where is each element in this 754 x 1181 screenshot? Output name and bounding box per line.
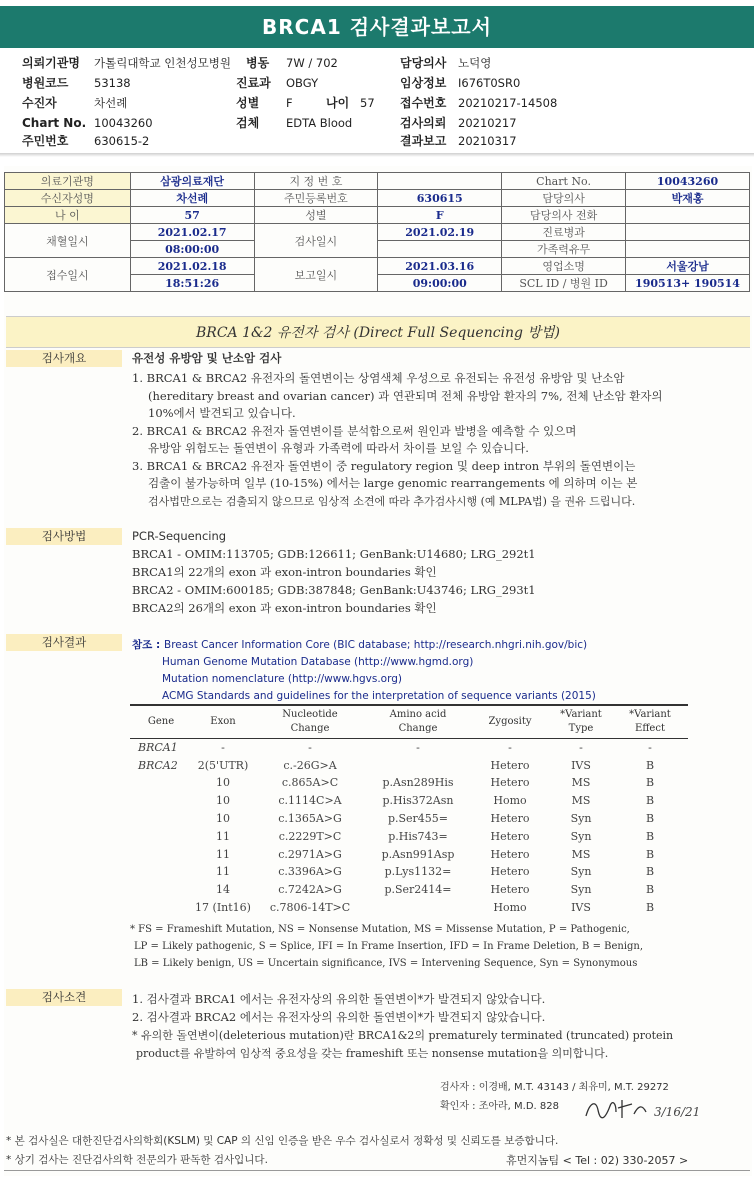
variant-exon: 10 <box>216 776 230 790</box>
variant-nucleotide-change: - <box>308 741 312 755</box>
variant-nucleotide-change: c.2971A>G <box>278 847 342 861</box>
test-title <box>6 316 750 348</box>
variant-zygosity: Hetero <box>490 829 530 843</box>
variant-row <box>130 756 688 774</box>
info-label: 채혈일시 <box>5 224 131 258</box>
variant-variant-type: Syn <box>570 812 592 826</box>
variant-zygosity: Hetero <box>490 883 530 897</box>
findings-line: * 유의한 돌연변이(deleterious mutation)란 BRCA1&2의 prematurely terminated (truncated) protein <box>132 1029 674 1042</box>
info-value: 2021.02.17 <box>130 224 254 241</box>
id-label: 주민번호 <box>22 134 69 148</box>
col-gene: Gene <box>130 705 192 739</box>
variant-nucleotide-change: c.7242A>G <box>278 883 342 897</box>
signature-mark <box>582 1092 701 1126</box>
variant-variant-effect: B <box>645 812 655 826</box>
variant-amino-acid-change: p.Ser455= <box>387 812 449 826</box>
variant-variant-effect: B <box>645 847 655 861</box>
variant-variant-type: MS <box>571 847 591 861</box>
overview-line: 10%에서 발견되고 있습니다. <box>148 406 296 420</box>
ref-line: Breast Cancer Information Core (BIC database; http://research.nhgri.nih.gov/bic) <box>164 639 588 651</box>
variant-table-body <box>130 739 688 917</box>
variant-amino-acid-change: p.His743= <box>388 829 448 843</box>
info-label: 검사일시 <box>254 224 378 258</box>
variant-row <box>130 899 688 917</box>
variant-row <box>130 881 688 899</box>
variant-variant-effect: B <box>645 776 655 790</box>
info-row <box>5 173 750 190</box>
info-empty <box>378 241 502 258</box>
col-vt-l1: *Variant <box>560 709 602 720</box>
footnote-line: LP = Likely pathogenic, S = Splice, IFI = In Frame Insertion, IFD = In Frame Deletion, B = Benign, <box>134 941 644 952</box>
overview-line: (hereditary breast and ovarian cancer) 과 연관되며 전체 유방암 환자의 7%, 전체 난소암 환자의 <box>148 388 663 403</box>
variant-zygosity: Hetero <box>490 847 530 861</box>
report-date-value: 20210317 <box>458 134 517 148</box>
col-ve-l1: *Variant <box>629 709 671 720</box>
col-zygosity: Zygosity <box>470 705 550 739</box>
variant-zygosity: Hetero <box>490 865 530 879</box>
variant-zygosity: Hetero <box>490 812 530 826</box>
clinical-value: I676T0SR0 <box>458 76 521 90</box>
col-nucleotide <box>254 705 366 739</box>
sex-label: 성별 <box>236 96 260 110</box>
variant-variant-type: IVS <box>571 901 591 915</box>
ref-prefix: 참조 : <box>132 639 161 651</box>
col-amino-acid <box>366 705 470 739</box>
variant-row <box>130 845 688 863</box>
info-label: 담당의사 <box>502 190 626 207</box>
info-label: 담당의사 전화 <box>502 207 626 224</box>
info-label: 영업소명 <box>502 258 626 275</box>
info-value: 57 <box>130 207 254 224</box>
info-value: 09:00:00 <box>378 275 502 292</box>
variant-exon: 17 (Int16) <box>195 901 251 915</box>
variant-exon: - <box>221 741 225 755</box>
variant-nucleotide-change: c.2229T>C <box>278 829 342 843</box>
variant-exon: 11 <box>216 865 230 879</box>
variant-nucleotide-change: c.1365A>G <box>278 812 342 826</box>
variant-gene <box>130 827 192 845</box>
variant-variant-effect: - <box>648 741 652 755</box>
accession-value: 20210217-14508 <box>458 96 558 110</box>
variant-nucleotide-change: c.865A>C <box>281 776 339 790</box>
id-value: 630615-2 <box>94 134 150 148</box>
overview-heading: 유전성 유방암 및 난소암 검사 <box>132 351 282 365</box>
col-aa-l1: Amino acid <box>389 709 447 720</box>
variant-zygosity: - <box>508 741 512 755</box>
variant-variant-effect: B <box>645 829 655 843</box>
variant-amino-acid-change: p.His372Asn <box>382 794 454 808</box>
footer-certification: * 본 검사실은 대한진단검사의학회(KSLM) 및 CAP 의 신임 인증을 받은 우수 검사실로서 정확성 및 신뢰도를 보증합니다. <box>6 1135 559 1147</box>
variant-gene <box>130 810 192 828</box>
method-line: BRCA2 - OMIM:600185; GDB:387848; GenBank:U43746; LRG_293t1 <box>132 583 536 597</box>
doctor-label: 담당의사 <box>400 56 447 70</box>
variant-zygosity: Hetero <box>490 758 530 772</box>
request-label: 검사의뢰 <box>400 116 447 130</box>
signature-date: 3/16/21 <box>654 1105 701 1119</box>
patient-info-table <box>4 172 750 292</box>
method-line: BRCA2의 26개의 exon 과 exon-intron boundaries 확인 <box>132 601 437 615</box>
report-title: BRCA1 검사결과보고서 <box>0 6 754 48</box>
variant-gene <box>130 845 192 863</box>
overview-line: 검출이 불가능하며 일부 (10-15%) 에서는 large genomic rearrangements 에 의하며 이는 본 <box>148 476 638 490</box>
col-aa-l2: Change <box>398 723 438 734</box>
doctor-value: 노덕영 <box>458 56 492 70</box>
sex-value: F <box>286 96 293 110</box>
specimen-value: EDTA Blood <box>286 116 353 130</box>
overview-line: 유방암 위험도는 돌연변이 유형과 가족력에 따라서 차이를 보일 수 있습니다. <box>148 441 529 455</box>
info-label: 수신자성명 <box>5 190 131 207</box>
info-value: 삼광의료재단 <box>130 173 254 190</box>
variant-gene <box>130 863 192 881</box>
patient-label: 수진자 <box>22 96 57 110</box>
variant-variant-effect: B <box>645 865 655 879</box>
info-value: 2021.02.18 <box>130 258 254 275</box>
variant-table <box>130 704 688 916</box>
info-value: 2021.03.16 <box>378 258 502 275</box>
dept-label: 진료과 <box>236 76 271 90</box>
info-label: 접수일시 <box>5 258 131 292</box>
info-value: 차선례 <box>130 190 254 207</box>
inst-value: 가톨릭대학교 인천성모병원 <box>94 56 231 70</box>
variant-zygosity: Hetero <box>490 776 530 790</box>
variant-row <box>130 739 688 757</box>
info-label: SCL ID / 병원 ID <box>502 275 626 292</box>
variant-zygosity: Homo <box>493 794 527 808</box>
variant-exon: 2(5'UTR) <box>197 758 249 772</box>
variant-gene <box>130 881 192 899</box>
variant-variant-type: MS <box>571 794 591 808</box>
method-label: 검사방법 <box>6 528 122 545</box>
variant-amino-acid-change: - <box>416 741 420 755</box>
variant-gene <box>130 792 192 810</box>
variant-nucleotide-change: c.3396A>G <box>278 865 342 879</box>
variant-header-row <box>130 705 688 739</box>
chart-value: 10043260 <box>94 116 153 130</box>
col-exon: Exon <box>192 705 254 739</box>
footer-rule <box>4 1170 750 1171</box>
overview-line: 1. BRCA1 & BRCA2 유전자의 돌연변이는 상염색체 우성으로 유전되는 유전성 유방암 및 난소암 <box>132 371 625 385</box>
variant-variant-type: Syn <box>570 829 592 843</box>
confirmer-line: 확인자 : 조아라, M.D. 828 <box>440 1101 559 1112</box>
variant-variant-type: IVS <box>571 758 591 772</box>
info-row <box>5 190 750 207</box>
overview-line: 3. BRCA1 & BRCA2 유전자 돌연변이 중 regulatory region 및 deep intron 부위의 돌연변이는 <box>132 458 636 473</box>
findings-line: 1. 검사결과 BRCA1 에서는 유전자상의 유의한 돌연변이*가 발견되지 않았습니다. <box>132 992 546 1006</box>
variant-row <box>130 774 688 792</box>
inst-label: 의뢰기관명 <box>22 56 80 70</box>
variant-variant-effect: B <box>645 883 655 897</box>
info-label: Chart No. <box>502 173 626 190</box>
variant-nucleotide-change: c.-26G>A <box>283 758 337 772</box>
info-label: 의료기관명 <box>5 173 131 190</box>
variant-amino-acid-change: p.Lys1132= <box>384 865 452 879</box>
variant-row <box>130 792 688 810</box>
variant-exon: 11 <box>216 847 230 861</box>
variant-variant-type: Syn <box>570 865 592 879</box>
scan-divider <box>0 153 754 157</box>
variant-exon: 14 <box>216 883 230 897</box>
info-row <box>5 207 750 224</box>
variant-zygosity: Homo <box>493 901 527 915</box>
variant-amino-acid-change: p.Asn289His <box>382 776 454 790</box>
col-vt-l2: Type <box>568 723 594 734</box>
findings-line: product를 유발하여 임상적 중요성을 갖는 frameshift 또는 nonsense mutation을 의미합니다. <box>136 1047 609 1060</box>
variant-exon: 10 <box>216 812 230 826</box>
clinical-label: 임상정보 <box>400 76 447 90</box>
info-label: 가족력유무 <box>502 241 626 258</box>
variant-exon: 11 <box>216 829 230 843</box>
info-value: F <box>378 207 502 224</box>
hosp-code-label: 병원코드 <box>22 76 69 90</box>
age-label: 나이 <box>326 96 350 110</box>
variant-gene <box>130 774 192 792</box>
info-label: 진료병과 <box>502 224 626 241</box>
overview-label: 검사개요 <box>6 350 122 367</box>
variant-variant-type: MS <box>571 776 591 790</box>
overview-line: 검사법만으로는 검출되지 않으므로 임상적 소견에 따라 추가검사시행 (예 MLPA법) 을 권유 드립니다. <box>148 494 636 508</box>
variant-row <box>130 863 688 881</box>
variant-variant-effect: B <box>645 758 655 772</box>
footer-contact: 휴먼지놈팀 < Tel : 02) 330-2057 > <box>506 1154 689 1167</box>
ref-line: ACMG Standards and guidelines for the interpretation of sequence variants (2015) <box>162 690 596 702</box>
info-value: 190513+ 190514 <box>626 275 750 292</box>
age-value: 57 <box>360 96 375 110</box>
info-label: 성별 <box>254 207 378 224</box>
result-label: 검사결과 <box>6 634 122 651</box>
col-variant-effect <box>612 705 688 739</box>
variant-gene: BRCA1 <box>138 741 178 755</box>
variant-gene <box>130 899 192 917</box>
signature-stroke <box>586 1100 646 1118</box>
method-line: BRCA1의 22개의 exon 과 exon-intron boundaries 확인 <box>132 565 437 579</box>
method-line: BRCA1 - OMIM:113705; GDB:126611; GenBank:U14680; LRG_292t1 <box>132 547 536 561</box>
findings-label: 검사소견 <box>6 989 122 1006</box>
variant-amino-acid-change <box>366 899 470 917</box>
col-nucleotide-l1: Nucleotide <box>282 709 338 720</box>
info-row <box>5 258 750 275</box>
info-value: 2021.02.19 <box>378 224 502 241</box>
footnote-line: * FS = Frameshift Mutation, NS = Nonsense Mutation, MS = Missense Mutation, P = Pathogenic, <box>130 924 630 935</box>
ref-line: Human Genome Mutation Database (http://www.hgmd.org) <box>162 656 474 668</box>
variant-gene: BRCA2 <box>138 758 178 772</box>
info-value: 박재홍 <box>626 190 750 207</box>
variant-nucleotide-change: c.1114C>A <box>278 794 342 808</box>
variant-nucleotide-change: c.7806-14T>C <box>269 901 351 915</box>
info-value: 10043260 <box>626 173 750 190</box>
info-label: 나 이 <box>5 207 131 224</box>
findings-line: 2. 검사결과 BRCA2 에서는 유전자상의 유의한 돌연변이*가 발견되지 않았습니다. <box>132 1010 546 1024</box>
hosp-code-value: 53138 <box>94 76 131 90</box>
info-label: 주민등록번호 <box>254 190 378 207</box>
ref-line: Mutation nomenclature (http://www.hgvs.org) <box>162 673 402 685</box>
accession-label: 접수번호 <box>400 96 447 110</box>
info-label: 보고일시 <box>254 258 378 292</box>
footnote-line: LB = Likely benign, US = Uncertain significance, IVS = Intervening Sequence, Syn = Synonymous <box>134 958 638 969</box>
footer-note: * 상기 검사는 진단검사의학 전문의가 판독한 검사입니다. <box>6 1154 268 1166</box>
ward-label: 병동 <box>246 56 270 70</box>
variant-variant-type: Syn <box>570 883 592 897</box>
col-ve-l2: Effect <box>635 723 665 734</box>
info-value: 서울강남 <box>626 258 750 275</box>
variant-variant-effect: B <box>645 901 655 915</box>
request-value: 20210217 <box>458 116 517 130</box>
variant-row <box>130 827 688 845</box>
report-header <box>0 52 754 152</box>
info-value: 08:00:00 <box>130 241 254 258</box>
method-line: PCR-Sequencing <box>132 529 227 543</box>
col-nucleotide-l2: Change <box>290 723 330 734</box>
variant-exon: 10 <box>216 794 230 808</box>
info-value <box>626 241 750 258</box>
variant-variant-effect: B <box>645 794 655 808</box>
tester-line: 검사자 : 이경배, M.T. 43143 / 최유미, M.T. 29272 <box>440 1082 669 1093</box>
col-variant-type <box>550 705 612 739</box>
overview-line: 2. BRCA1 & BRCA2 유전자 돌연변이를 분석함으로써 원인과 발병을 예측할 수 있으며 <box>132 423 577 438</box>
info-value <box>378 173 502 190</box>
dept-value: OBGY <box>286 76 319 90</box>
info-value <box>626 207 750 224</box>
info-value: 630615 <box>378 190 502 207</box>
info-label: 지 정 번 호 <box>254 173 378 190</box>
variant-amino-acid-change <box>366 756 470 774</box>
specimen-label: 검체 <box>236 116 260 130</box>
ward-value: 7W / 702 <box>286 56 338 70</box>
info-value: 18:51:26 <box>130 275 254 292</box>
variant-amino-acid-change: p.Ser2414= <box>384 883 452 897</box>
patient-value: 차선례 <box>94 96 128 110</box>
info-row <box>5 224 750 241</box>
test-title-text: BRCA 1&2 유전자 검사 (Direct Full Sequencing 방법) <box>196 325 560 341</box>
variant-variant-type: - <box>579 741 583 755</box>
variant-row <box>130 810 688 828</box>
chart-label: Chart No. <box>22 116 87 130</box>
info-value <box>626 224 750 241</box>
report-date-label: 결과보고 <box>400 134 447 148</box>
variant-amino-acid-change: p.Asn991Asp <box>381 847 455 861</box>
